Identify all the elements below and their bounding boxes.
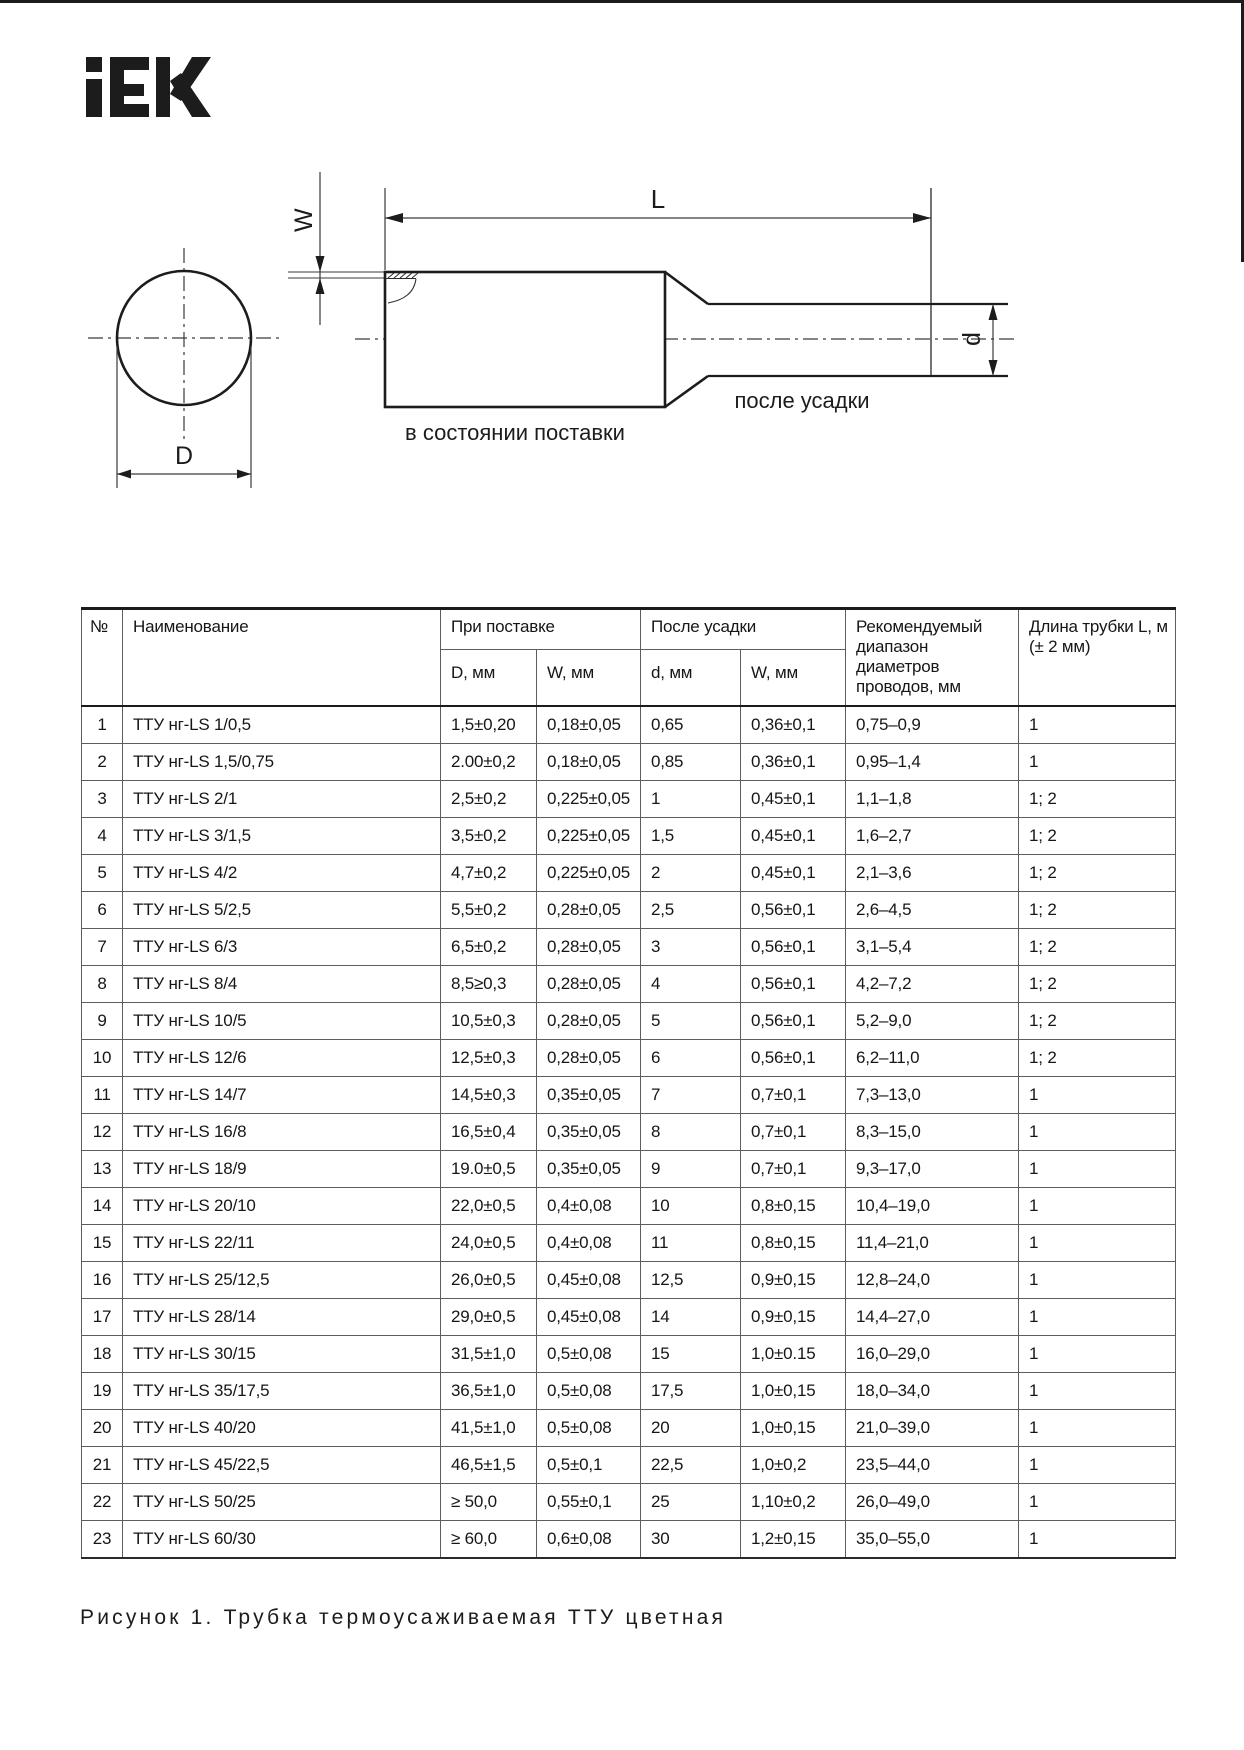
table-cell: 12,8–24,0 (846, 1262, 1019, 1299)
table-cell: 1; 2 (1019, 1003, 1176, 1040)
table-cell: ТТУ нг-LS 18/9 (123, 1151, 441, 1188)
table-cell: 0,55±0,1 (537, 1484, 641, 1521)
table-cell: ≥ 50,0 (441, 1484, 537, 1521)
table-cell: 1; 2 (1019, 781, 1176, 818)
table-cell: 0,65 (641, 706, 741, 744)
table-cell: ТТУ нг-LS 40/20 (123, 1410, 441, 1447)
table-cell: 0,5±0,1 (537, 1447, 641, 1484)
table-cell: 16,5±0,4 (441, 1114, 537, 1151)
header-D-mm: D, мм (441, 650, 537, 707)
table-cell: 0,7±0,1 (741, 1114, 846, 1151)
table-cell: 4,2–7,2 (846, 966, 1019, 1003)
table-cell: 5 (641, 1003, 741, 1040)
table-cell: 8,3–15,0 (846, 1114, 1019, 1151)
table-cell: 1; 2 (1019, 929, 1176, 966)
table-cell: 10 (641, 1188, 741, 1225)
table-cell: 0,56±0,1 (741, 1040, 846, 1077)
table-cell: 17,5 (641, 1373, 741, 1410)
table-cell: 20 (641, 1410, 741, 1447)
table-cell: 3,1–5,4 (846, 929, 1019, 966)
table-cell: 14 (641, 1299, 741, 1336)
row-number-cell: 13 (82, 1151, 123, 1188)
table-cell: 3 (641, 929, 741, 966)
table-cell: 0,6±0,08 (537, 1521, 641, 1559)
table-row (82, 1151, 1176, 1188)
table-cell: 1,10±0,2 (741, 1484, 846, 1521)
table-cell: ТТУ нг-LS 1,5/0,75 (123, 744, 441, 781)
table-cell: 0,8±0,15 (741, 1188, 846, 1225)
row-number-cell: 10 (82, 1040, 123, 1077)
table-cell: 0,75–0,9 (846, 706, 1019, 744)
header-W-mm-shrunk: W, мм (741, 650, 846, 707)
dim-L-label: L (650, 184, 666, 214)
table-cell: 0,225±0,05 (537, 818, 641, 855)
table-cell: ТТУ нг-LS 25/12,5 (123, 1262, 441, 1299)
table-cell: 0,35±0,05 (537, 1151, 641, 1188)
table-header (82, 609, 1176, 707)
table-cell: 1,0±0.15 (741, 1336, 846, 1373)
table-cell: 0,5±0,08 (537, 1336, 641, 1373)
technical-drawing (0, 0, 1244, 540)
table-cell: ТТУ нг-LS 14/7 (123, 1077, 441, 1114)
table-cell: 30 (641, 1521, 741, 1559)
table-cell: 41,5±1,0 (441, 1410, 537, 1447)
table-cell: 0,45±0,1 (741, 855, 846, 892)
table-cell: 1 (1019, 1188, 1176, 1225)
table-cell: ≥ 60,0 (441, 1521, 537, 1559)
table-row (82, 1521, 1176, 1559)
table-cell: 1 (1019, 1225, 1176, 1262)
row-number-cell: 23 (82, 1521, 123, 1559)
table-row (82, 1003, 1176, 1040)
table-cell: 0,36±0,1 (741, 744, 846, 781)
table-cell: 18,0–34,0 (846, 1373, 1019, 1410)
table-cell: 11,4–21,0 (846, 1225, 1019, 1262)
table-cell: 1,5±0,20 (441, 706, 537, 744)
table-cell: ТТУ нг-LS 12/6 (123, 1040, 441, 1077)
header-after-shrink: После усадки (641, 609, 846, 650)
table-cell: ТТУ нг-LS 1/0,5 (123, 706, 441, 744)
table-cell: 0,4±0,08 (537, 1225, 641, 1262)
table-cell: 0,18±0,05 (537, 744, 641, 781)
table-cell: 0,35±0,05 (537, 1114, 641, 1151)
table-cell: ТТУ нг-LS 45/22,5 (123, 1447, 441, 1484)
table-row (82, 1225, 1176, 1262)
table-cell: 2,5 (641, 892, 741, 929)
table-cell: 0,9±0,15 (741, 1262, 846, 1299)
table-cell: 8 (641, 1114, 741, 1151)
row-number-cell: 6 (82, 892, 123, 929)
table-cell: 1 (1019, 1410, 1176, 1447)
label-shrunk: после усадки (734, 388, 870, 413)
table-row (82, 929, 1176, 966)
table-row (82, 1262, 1176, 1299)
table-cell: ТТУ нг-LS 2/1 (123, 781, 441, 818)
table-cell: 1 (1019, 1077, 1176, 1114)
table-cell: 1 (1019, 1262, 1176, 1299)
table-cell: 1,0±0,15 (741, 1410, 846, 1447)
table-cell: 26,0±0,5 (441, 1262, 537, 1299)
spec-table (81, 607, 1176, 1559)
table-row (82, 1336, 1176, 1373)
table-cell: ТТУ нг-LS 28/14 (123, 1299, 441, 1336)
row-number-cell: 15 (82, 1225, 123, 1262)
table-row (82, 1040, 1176, 1077)
table-cell: 15 (641, 1336, 741, 1373)
row-number-cell: 21 (82, 1447, 123, 1484)
table-cell: 0,56±0,1 (741, 929, 846, 966)
table-cell: ТТУ нг-LS 10/5 (123, 1003, 441, 1040)
table-row (82, 744, 1176, 781)
table-cell: 1,0±0,2 (741, 1447, 846, 1484)
table-row (82, 1114, 1176, 1151)
table-cell: 1,5 (641, 818, 741, 855)
table-row (82, 1447, 1176, 1484)
header-W-mm-supplied: W, мм (537, 650, 641, 707)
table-cell: 9 (641, 1151, 741, 1188)
table-cell: ТТУ нг-LS 50/25 (123, 1484, 441, 1521)
header-num: № (82, 609, 123, 707)
table-row (82, 892, 1176, 929)
table-cell: 0,28±0,05 (537, 929, 641, 966)
table-cell: 0,18±0,05 (537, 706, 641, 744)
table-cell: ТТУ нг-LS 22/11 (123, 1225, 441, 1262)
header-range: Рекомендуемый диапазон диаметров проводов, мм (846, 609, 1019, 707)
table-cell: 14,4–27,0 (846, 1299, 1019, 1336)
table-cell: 0,225±0,05 (537, 855, 641, 892)
table-cell: 5,5±0,2 (441, 892, 537, 929)
table-cell: 1 (1019, 1336, 1176, 1373)
row-number-cell: 7 (82, 929, 123, 966)
table-cell: 46,5±1,5 (441, 1447, 537, 1484)
table-cell: 35,0–55,0 (846, 1521, 1019, 1559)
table-row (82, 1077, 1176, 1114)
table-cell: 12,5±0,3 (441, 1040, 537, 1077)
table-cell: 0,5±0,08 (537, 1373, 641, 1410)
table-cell: 24,0±0,5 (441, 1225, 537, 1262)
table-cell: 0,45±0,1 (741, 818, 846, 855)
table-cell: 31,5±1,0 (441, 1336, 537, 1373)
table-cell: ТТУ нг-LS 60/30 (123, 1521, 441, 1559)
table-cell: 1 (1019, 1373, 1176, 1410)
side-view (288, 172, 1014, 445)
table-cell: 0,45±0,08 (537, 1262, 641, 1299)
row-number-cell: 20 (82, 1410, 123, 1447)
table-cell: 1 (1019, 1151, 1176, 1188)
table-row (82, 706, 1176, 744)
table-cell: 1 (1019, 1484, 1176, 1521)
table-cell: 3,5±0,2 (441, 818, 537, 855)
table-cell: 4 (641, 966, 741, 1003)
table-cell: ТТУ нг-LS 30/15 (123, 1336, 441, 1373)
table-row (82, 1484, 1176, 1521)
table-cell: 22,5 (641, 1447, 741, 1484)
dim-W-label: W (290, 208, 318, 232)
table-cell: ТТУ нг-LS 3/1,5 (123, 818, 441, 855)
table-body (82, 706, 1176, 1558)
row-number-cell: 16 (82, 1262, 123, 1299)
iek-logo (86, 57, 211, 117)
table-cell: ТТУ нг-LS 35/17,5 (123, 1373, 441, 1410)
table-cell: 9,3–17,0 (846, 1151, 1019, 1188)
table-cell: 11 (641, 1225, 741, 1262)
row-number-cell: 12 (82, 1114, 123, 1151)
table-cell: 21,0–39,0 (846, 1410, 1019, 1447)
dimension-d (958, 304, 998, 376)
table-cell: 6 (641, 1040, 741, 1077)
table-cell: 1; 2 (1019, 1040, 1176, 1077)
table-cell: 6,2–11,0 (846, 1040, 1019, 1077)
dim-d-label: d (958, 332, 986, 346)
table-row (82, 1373, 1176, 1410)
table-cell: 1 (1019, 1299, 1176, 1336)
row-number-cell: 19 (82, 1373, 123, 1410)
table-cell: 1,1–1,8 (846, 781, 1019, 818)
table-row (82, 966, 1176, 1003)
table-cell: 1 (1019, 706, 1176, 744)
table-cell: 16,0–29,0 (846, 1336, 1019, 1373)
table-cell: ТТУ нг-LS 20/10 (123, 1188, 441, 1225)
table-cell: 7 (641, 1077, 741, 1114)
table-cell: ТТУ нг-LS 5/2,5 (123, 892, 441, 929)
row-number-cell: 5 (82, 855, 123, 892)
table-cell: 36,5±1,0 (441, 1373, 537, 1410)
table-cell: 26,0–49,0 (846, 1484, 1019, 1521)
table-cell: 10,4–19,0 (846, 1188, 1019, 1225)
table-cell: 2,1–3,6 (846, 855, 1019, 892)
table-cell: 0,35±0,05 (537, 1077, 641, 1114)
table-row (82, 855, 1176, 892)
table-row (82, 781, 1176, 818)
header-name: Наименование (123, 609, 441, 707)
table-cell: 0,4±0,08 (537, 1188, 641, 1225)
table-cell: 0,28±0,05 (537, 892, 641, 929)
table-cell: 1 (1019, 744, 1176, 781)
table-cell: 22,0±0,5 (441, 1188, 537, 1225)
dim-D-label: D (174, 442, 194, 470)
header-length: Длина трубки L, м (± 2 мм) (1019, 609, 1176, 707)
row-number-cell: 4 (82, 818, 123, 855)
table-cell: 0,85 (641, 744, 741, 781)
row-number-cell: 11 (82, 1077, 123, 1114)
table-cell: 0,8±0,15 (741, 1225, 846, 1262)
table-cell: 23,5–44,0 (846, 1447, 1019, 1484)
table-cell: ТТУ нг-LS 16/8 (123, 1114, 441, 1151)
row-number-cell: 14 (82, 1188, 123, 1225)
table-cell: ТТУ нг-LS 6/3 (123, 929, 441, 966)
row-number-cell: 18 (82, 1336, 123, 1373)
table-cell: 0,7±0,1 (741, 1151, 846, 1188)
table-cell: 0,45±0,1 (741, 781, 846, 818)
table-cell: 0,7±0,1 (741, 1077, 846, 1114)
table-row (82, 1188, 1176, 1225)
table-cell: 7,3–13,0 (846, 1077, 1019, 1114)
table-cell: 1,2±0,15 (741, 1521, 846, 1559)
table-cell: 0,5±0,08 (537, 1410, 641, 1447)
table-cell: 0,56±0,1 (741, 892, 846, 929)
dimension-W (288, 172, 385, 325)
table-cell: 12,5 (641, 1262, 741, 1299)
table-cell: 6,5±0,2 (441, 929, 537, 966)
table-cell: 2,5±0,2 (441, 781, 537, 818)
table-cell: 0,9±0,15 (741, 1299, 846, 1336)
table-row (82, 1410, 1176, 1447)
table-cell: 8,5≥0,3 (441, 966, 537, 1003)
table-row (82, 1299, 1176, 1336)
row-number-cell: 8 (82, 966, 123, 1003)
table-cell: 1; 2 (1019, 855, 1176, 892)
row-number-cell: 2 (82, 744, 123, 781)
table-cell: 0,45±0,08 (537, 1299, 641, 1336)
table-cell: 29,0±0,5 (441, 1299, 537, 1336)
table-cell: 25 (641, 1484, 741, 1521)
table-cell: ТТУ нг-LS 4/2 (123, 855, 441, 892)
table-cell: 1 (1019, 1521, 1176, 1559)
table-cell: 0,28±0,05 (537, 1040, 641, 1077)
row-number-cell: 9 (82, 1003, 123, 1040)
table-cell: ТТУ нг-LS 8/4 (123, 966, 441, 1003)
table-cell: 0,225±0,05 (537, 781, 641, 818)
table-cell: 1; 2 (1019, 818, 1176, 855)
label-supplied: в состоянии поставки (405, 420, 625, 445)
table-cell: 1 (1019, 1114, 1176, 1151)
table-cell: 4,7±0,2 (441, 855, 537, 892)
table-cell: 19.0±0,5 (441, 1151, 537, 1188)
table-cell: 14,5±0,3 (441, 1077, 537, 1114)
figure-caption: Рисунок 1. Трубка термоусаживаемая ТТУ цветная (80, 1606, 727, 1629)
row-number-cell: 3 (82, 781, 123, 818)
table-row (82, 818, 1176, 855)
table-cell: 0,28±0,05 (537, 966, 641, 1003)
table-cell: 5,2–9,0 (846, 1003, 1019, 1040)
table-cell: 1 (1019, 1447, 1176, 1484)
table-cell: 2,6–4,5 (846, 892, 1019, 929)
table-cell: 0,28±0,05 (537, 1003, 641, 1040)
header-supplied: При поставке (441, 609, 641, 650)
table-cell: 1,0±0,15 (741, 1373, 846, 1410)
table-cell: 1; 2 (1019, 892, 1176, 929)
cross-section-view (88, 248, 284, 488)
table-cell: 1; 2 (1019, 966, 1176, 1003)
table-cell: 0,95–1,4 (846, 744, 1019, 781)
table-cell: 0,56±0,1 (741, 1003, 846, 1040)
header-d-mm: d, мм (641, 650, 741, 707)
table-cell: 1 (641, 781, 741, 818)
table-cell: 0,56±0,1 (741, 966, 846, 1003)
row-number-cell: 1 (82, 706, 123, 744)
table-cell: 10,5±0,3 (441, 1003, 537, 1040)
table-cell: 0,36±0,1 (741, 706, 846, 744)
tube-supplied-body (385, 272, 665, 407)
table-cell: 2.00±0,2 (441, 744, 537, 781)
row-number-cell: 22 (82, 1484, 123, 1521)
row-number-cell: 17 (82, 1299, 123, 1336)
table-cell: 1,6–2,7 (846, 818, 1019, 855)
table-cell: 2 (641, 855, 741, 892)
